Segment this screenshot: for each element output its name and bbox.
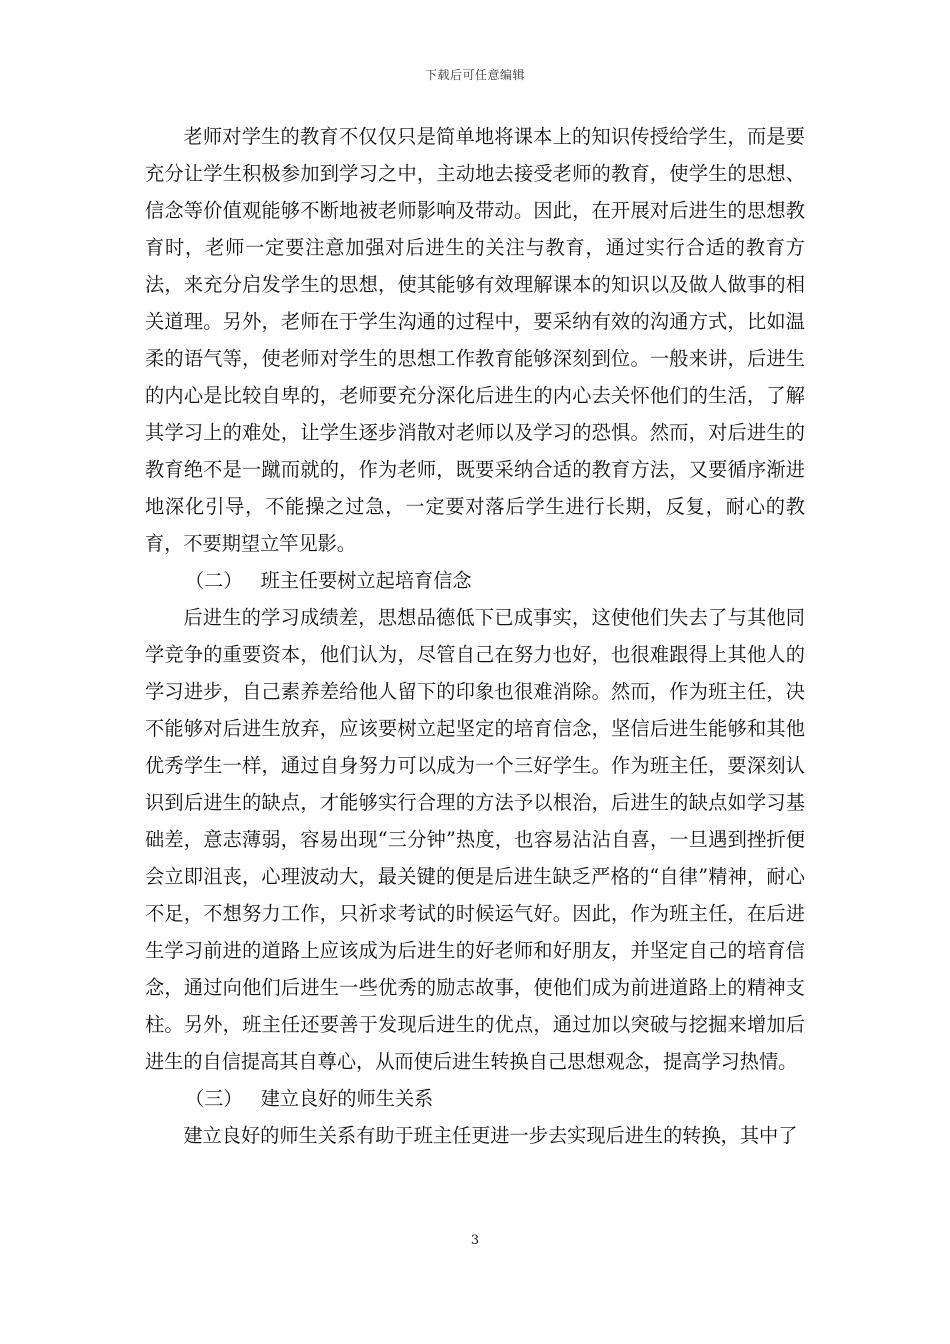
section-title-2: 班主任要树立起培育信念 <box>260 569 472 592</box>
section-number-3: （三） <box>185 1087 243 1110</box>
paragraph-1: 老师对学生的教育不仅仅只是简单地将课本上的知识传授给学生，而是要充分让学生积极参加到学习之中，主动地去接受老师的教育，使学生的思想、信念等价值观能够不断地被老师影响及带动。因此，在开展对后进生的思想教育时，老师一定要注意加强对后进生的关注与教育，通过实行合适的教育方法，来充分启发学生的思想，使其能够有效理解课本的知识以及做人做事的相关道理。另外，老师在于学生沟通的过程中，要采纳有效的沟通方式，比如温柔的语气等，使老师对学生的思想工作教育能够深刻到位。一般来讲，后进生的内心是比较自卑的，老师要充分深化后进生的内心去关怀他们的生活，了解其学习上的难处，让学生逐步消散对老师以及学习的恐惧。然而，对后进生的教育绝不是一蹴而就的，作为老师，既要采纳合适的教育方法，又要循序渐进地深化引导，不能操之过急，一定要对落后学生进行长期，反复，耐心的教育，不要期望立竿见影。 <box>145 125 805 555</box>
section-title-3: 建立良好的师生关系 <box>260 1087 434 1110</box>
section-heading-2 <box>145 562 805 599</box>
paragraph-2: 后进生的学习成绩差，思想品德低下已成事实，这使他们失去了与其他同学竞争的重要资本，他们认为，尽管自己在努力也好，也很难跟得上其他人的学习进步，自己素养差给他人留下的印象也很难消除。然而，作为班主任，决不能够对后进生放弃，应该要树立起坚定的培育信念，坚信后进生能够和其他优秀学生一样，通过自身努力可以成为一个三好学生。作为班主任，要深刻认识到后进生的缺点，才能够实行合理的方法予以根治，后进生的缺点如学习基础差，意志薄弱，容易出现“三分钟”热度，也容易沾沾自喜，一旦遇到挫折便会立即沮丧，心理波动大，最关键的便是后进生缺乏严格的“自律”精神，耐心不足，不想努力工作，只祈求考试的时候运气好。因此，作为班主任，在后进生学习前进的道路上应该成为后进生的好老师和好朋友，并坚定自己的培育信念，通过向他们后进生一些优秀的励志故事，使他们成为前进道路上的精神支柱。另外，班主任还要善于发现后进生的优点，通过加以突破与挖掘来增加后进生的自信提高其自尊心，从而使后进生转换自己思想观念，提高学习热情。 <box>145 606 805 1073</box>
section-heading-3 <box>145 1080 805 1117</box>
section-number-2: （二） <box>185 569 243 592</box>
paragraph-3: 建立良好的师生关系有助于班主任更进一步去实现后进生的转换，其中了 <box>183 1124 798 1147</box>
document-body <box>145 118 805 1154</box>
page-header: 下载后可任意编辑 <box>424 68 525 82</box>
page-number: 3 <box>470 1233 480 1248</box>
